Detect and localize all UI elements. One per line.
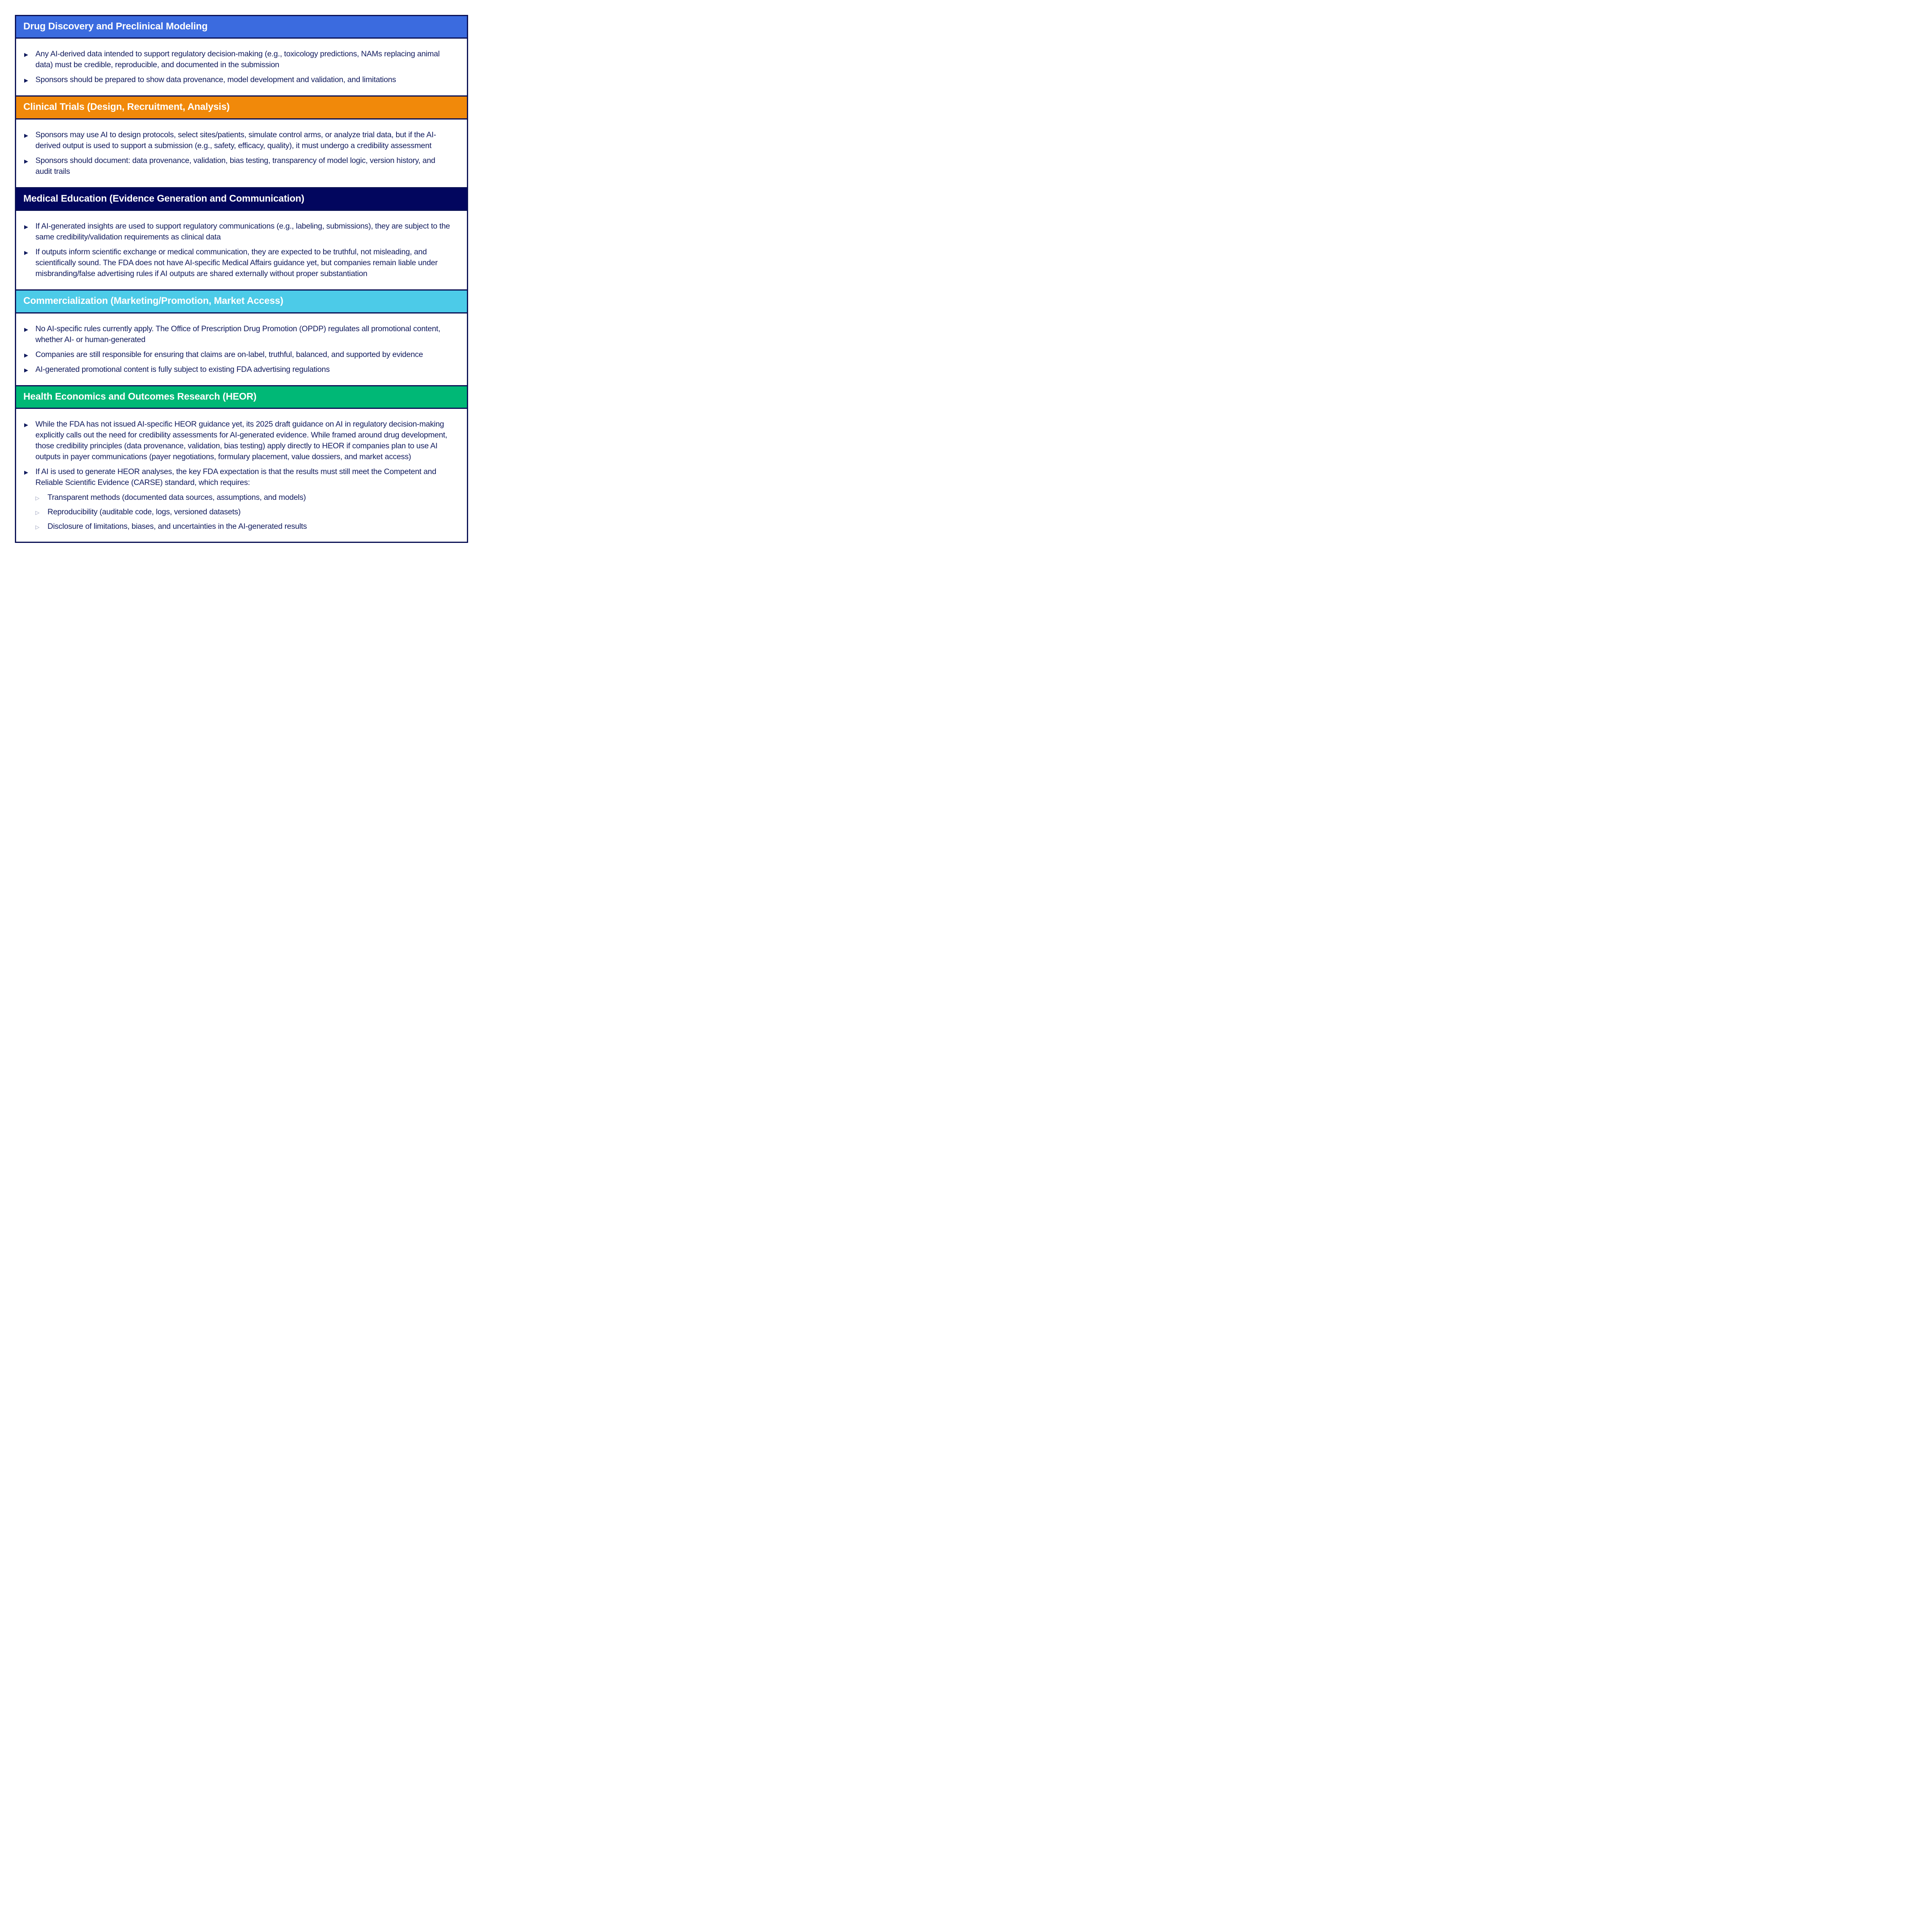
bullet-item bbox=[16, 247, 451, 279]
bullet-triangle-icon: ▶ bbox=[24, 367, 28, 373]
section-title: Health Economics and Outcomes Research (HEOR) bbox=[23, 391, 257, 402]
bullet-triangle-icon: ▶ bbox=[24, 224, 28, 231]
sub-bullet-text: Transparent methods (documented data sources, assumptions, and models) bbox=[47, 493, 306, 502]
bullet-text: Companies are still responsible for ensuring that claims are on-label, truthful, balanced, and supported by evidence bbox=[35, 350, 423, 359]
sub-bullet-item bbox=[16, 521, 451, 532]
bullet-text: Sponsors may use AI to design protocols, select sites/patients, simulate control arms, or analyze trial data, but if the AI-derived output is used to support a submission (e.g., safety, efficacy, quality), it must undergo a credibility assessment bbox=[35, 130, 436, 150]
section-body bbox=[16, 39, 467, 95]
bullet-item bbox=[16, 130, 451, 151]
bullet-item bbox=[16, 419, 451, 462]
bullet-text: If AI-generated insights are used to support regulatory communications (e.g., labeling, submissions), they are subject to the same credibility/validation requirements as clinical data bbox=[35, 222, 450, 242]
bullet-triangle-icon: ▶ bbox=[24, 352, 28, 359]
sub-bullet-triangle-icon: ▷ bbox=[35, 495, 39, 501]
sub-bullet-item bbox=[16, 492, 451, 503]
bullet-text: Any AI-derived data intended to support regulatory decision-making (e.g., toxicology predictions, NAMs replacing animal data) must be credible, reproducible, and documented in the submission bbox=[35, 50, 440, 70]
bullet-text: AI-generated promotional content is fully subject to existing FDA advertising regulations bbox=[35, 365, 330, 374]
bullet-text: Sponsors should document: data provenance, validation, bias testing, transparency of model logic, version history, and audit trails bbox=[35, 156, 436, 176]
section-title: Drug Discovery and Preclinical Modeling bbox=[23, 21, 208, 32]
section-header-clinical-trials bbox=[16, 95, 467, 119]
section-drug-discovery bbox=[16, 16, 467, 95]
section-body bbox=[16, 314, 467, 385]
bullet-item bbox=[16, 364, 451, 375]
sub-bullet-text: Disclosure of limitations, biases, and uncertainties in the AI-generated results bbox=[47, 522, 307, 531]
bullet-item bbox=[16, 74, 451, 85]
fda-ai-guidance-table bbox=[15, 15, 468, 543]
section-clinical-trials bbox=[16, 95, 467, 187]
section-header-medical-education bbox=[16, 187, 467, 211]
section-medical-education bbox=[16, 187, 467, 289]
bullet-item bbox=[16, 466, 451, 488]
bullet-triangle-icon: ▶ bbox=[24, 469, 28, 476]
section-body bbox=[16, 120, 467, 187]
sub-bullet-triangle-icon: ▷ bbox=[35, 524, 39, 530]
section-heor bbox=[16, 385, 467, 542]
sub-bullet-item bbox=[16, 507, 451, 518]
bullet-item bbox=[16, 155, 451, 177]
section-title: Medical Education (Evidence Generation and Communication) bbox=[23, 193, 305, 204]
bullet-triangle-icon: ▶ bbox=[24, 78, 28, 84]
section-commercialization bbox=[16, 289, 467, 385]
bullet-text: While the FDA has not issued AI-specific HEOR guidance yet, its 2025 draft guidance on AI in regulatory decision-making explicitly calls out the need for credibility assessments for AI-generated evidence. While framed around drug development, those credibility principles (data provenance, validation, bias testing) apply directly to HEOR if companies plan to use AI outputs in payer communications (payer negotiations, formulary placement, value dossiers, and market access) bbox=[35, 419, 448, 461]
bullet-item bbox=[16, 324, 451, 345]
section-title: Commercialization (Marketing/Promotion, Market Access) bbox=[23, 295, 283, 307]
bullet-triangle-icon: ▶ bbox=[24, 132, 28, 139]
bullet-item bbox=[16, 349, 451, 360]
bullet-text: No AI-specific rules currently apply. The Office of Prescription Drug Promotion (OPDP) regulates all promotional content, whether AI- or human-generated bbox=[35, 324, 440, 344]
bullet-triangle-icon: ▶ bbox=[24, 250, 28, 256]
bullet-text: If outputs inform scientific exchange or medical communication, they are expected to be truthful, not misleading, and scientifically sound. The FDA does not have AI-specific Medical Affairs guidance yet, but companies remain liable under misbranding/false advertising rules if AI outputs are shared externally without proper substantiation bbox=[35, 248, 438, 278]
bullet-triangle-icon: ▶ bbox=[24, 158, 28, 165]
section-body bbox=[16, 211, 467, 289]
bullet-triangle-icon: ▶ bbox=[24, 326, 28, 333]
section-header-drug-discovery bbox=[16, 16, 467, 39]
bullet-text: If AI is used to generate HEOR analyses, the key FDA expectation is that the results must still meet the Competent and Reliable Scientific Evidence (CARSE) standard, which requires: bbox=[35, 467, 436, 487]
sub-bullet-triangle-icon: ▷ bbox=[35, 509, 39, 516]
section-title: Clinical Trials (Design, Recruitment, Analysis) bbox=[23, 101, 230, 113]
section-header-commercialization bbox=[16, 289, 467, 313]
bullet-triangle-icon: ▶ bbox=[24, 52, 28, 58]
bullet-text: Sponsors should be prepared to show data provenance, model development and validation, and limitations bbox=[35, 75, 396, 85]
sub-bullet-text: Reproducibility (auditable code, logs, versioned datasets) bbox=[47, 507, 241, 516]
section-header-heor bbox=[16, 385, 467, 409]
bullet-item bbox=[16, 221, 451, 243]
bullet-item bbox=[16, 49, 451, 70]
bullet-triangle-icon: ▶ bbox=[24, 422, 28, 428]
section-body bbox=[16, 409, 467, 542]
